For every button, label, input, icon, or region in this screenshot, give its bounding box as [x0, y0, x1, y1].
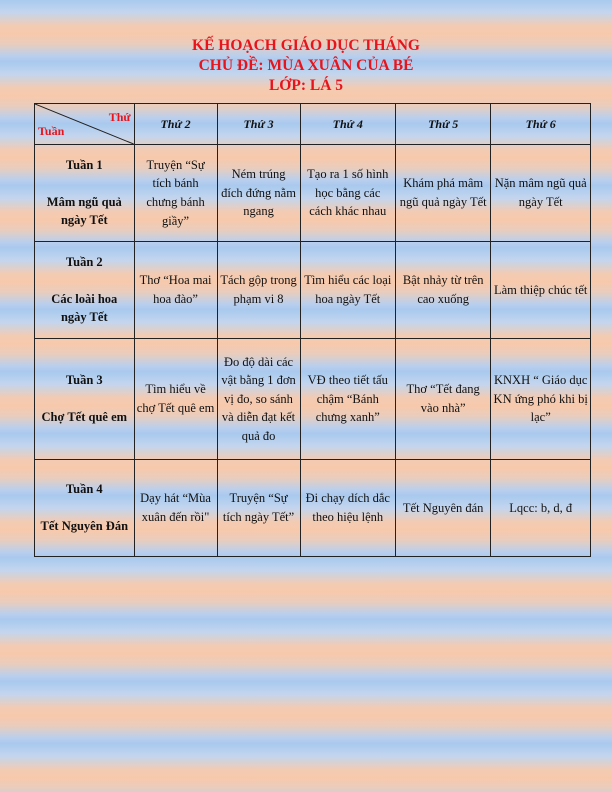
table-row: [35, 460, 591, 557]
plan-table: [34, 103, 591, 557]
activity-cell: Làm thiệp chúc tết: [491, 242, 591, 339]
activity-cell: Dạy hát “Mùa xuân đến rồi": [134, 460, 217, 557]
week-cell: [35, 145, 135, 242]
activity-cell: Truyện “Sự tích bánh chưng bánh giầy”: [134, 145, 217, 242]
document-title: [0, 36, 612, 96]
week-topic: Các loài hoa ngày Tết: [51, 291, 118, 325]
week-label: Tuần 4: [65, 482, 103, 497]
activity-cell: Tết Nguyên đán: [395, 460, 490, 557]
week-label: Tuần 2: [65, 255, 103, 270]
week-cell: [35, 460, 135, 557]
corner-cell: [35, 104, 135, 145]
week-topic: Mâm ngũ quả ngày Tết: [46, 194, 122, 228]
table-row: [35, 145, 591, 242]
activity-cell: VĐ theo tiết tấu chậm “Bánh chưng xanh”: [300, 339, 395, 460]
week-label: Tuần 3: [65, 373, 103, 388]
activity-cell: Thơ “Tết đang vào nhà”: [395, 339, 490, 460]
activity-cell: KNXH “ Giáo dục KN ứng phó khi bị lạc”: [491, 339, 591, 460]
day-header: Thứ 6: [491, 104, 591, 145]
corner-label-week: Tuần: [38, 124, 65, 139]
day-header: Thứ 4: [300, 104, 395, 145]
activity-cell: Thơ “Hoa mai hoa đào”: [134, 242, 217, 339]
activity-cell: Tách gộp trong phạm vi 8: [217, 242, 300, 339]
table-row: [35, 339, 591, 460]
activity-cell: Ném trúng đích đứng nằm ngang: [217, 145, 300, 242]
week-label: Tuần 1: [65, 158, 103, 173]
week-cell: [35, 242, 135, 339]
week-cell: [35, 339, 135, 460]
activity-cell: Tạo ra 1 số hình học bằng các cách khác nhau: [300, 145, 395, 242]
activity-cell: Lqcc: b, d, đ: [491, 460, 591, 557]
day-header: Thứ 2: [134, 104, 217, 145]
title-line-plan: KẾ HOẠCH GIÁO DỤC THÁNG: [192, 37, 420, 54]
activity-cell: Tìm hiểu các loại hoa ngày Tết: [300, 242, 395, 339]
week-topic: Chợ Tết quê em: [41, 410, 128, 424]
day-header: Thứ 3: [217, 104, 300, 145]
activity-cell: Khám phá mâm ngũ quả ngày Tết: [395, 145, 490, 242]
activity-cell: Đi chạy dích dắc theo hiệu lệnh: [300, 460, 395, 557]
activity-cell: Đo độ dài các vật bằng 1 đơn vị đo, so sánh và diễn đạt kết quả đo: [217, 339, 300, 460]
day-header: Thứ 5: [395, 104, 490, 145]
activity-cell: Bật nhảy từ trên cao xuống: [395, 242, 490, 339]
week-topic: Tết Nguyên Đán: [40, 519, 129, 533]
activity-cell: Truyện “Sự tích ngày Tết”: [217, 460, 300, 557]
corner-label-day: Thứ: [108, 110, 131, 124]
table-row: [35, 242, 591, 339]
title-line-theme: CHỦ ĐỀ: MÙA XUÂN CỦA BÉ: [198, 57, 414, 74]
activity-cell: Tìm hiểu về chợ Tết quê em: [134, 339, 217, 460]
header-row: [35, 104, 591, 145]
title-line-class: LỚP: LÁ 5: [268, 77, 344, 94]
activity-cell: Nặn mâm ngũ quả ngày Tết: [491, 145, 591, 242]
